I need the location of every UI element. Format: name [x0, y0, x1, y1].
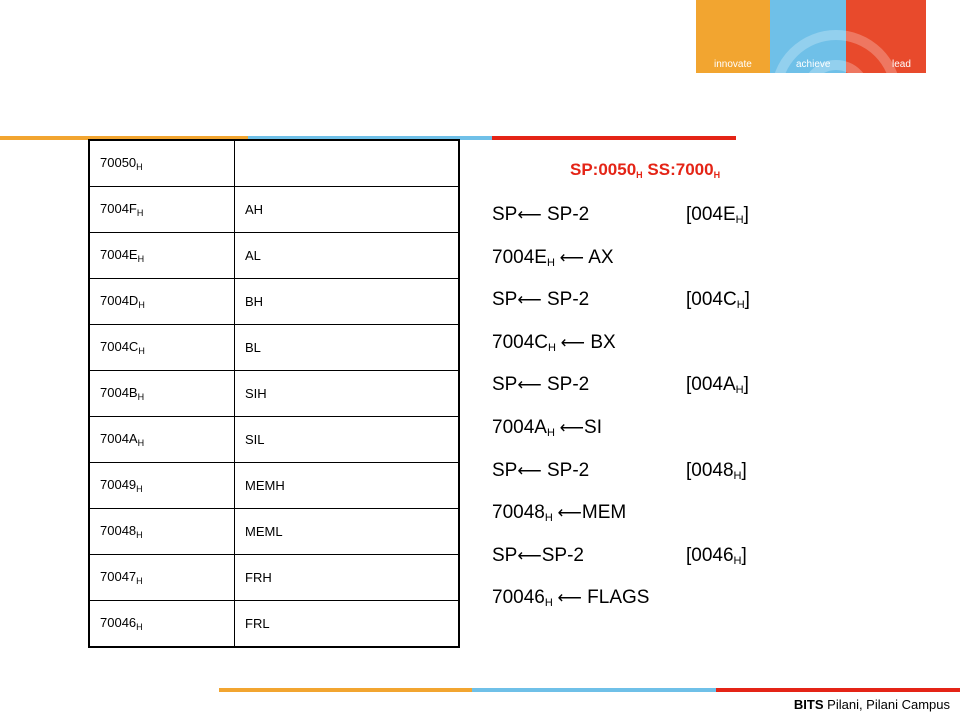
stack-content-cell: AL: [235, 233, 460, 279]
stack-address-cell: $70048_H$: [89, 509, 235, 555]
stack-content-cell: SIL: [235, 417, 460, 463]
footer-caption: [794, 697, 950, 712]
bits-logo: [696, 0, 926, 73]
logo-word-achieve: achieve: [796, 59, 831, 70]
stack-row: [89, 555, 459, 601]
step-operation: $7004C_H$ ⟵ BX: [492, 331, 616, 354]
stack-address-cell: $70049_H$: [89, 463, 235, 509]
sp-ss-header: $SP:0050_H$ $SS:7000_H$: [570, 160, 721, 180]
stack-content-cell: [235, 140, 460, 187]
step-operation: $7004A_H$ ⟵SI: [492, 416, 602, 439]
left-arrow-icon: ⟵: [517, 375, 542, 395]
left-arrow-icon: ⟵: [554, 417, 585, 437]
step-operation: SP⟵ SP-2: [492, 459, 590, 481]
stack-row: [89, 325, 459, 371]
step-sp-result: $[004A_H]$: [686, 374, 749, 397]
sp-value: SP:0050: [570, 160, 637, 179]
stack-row: [89, 279, 459, 325]
bottom-divider-red: [716, 688, 960, 692]
left-arrow-icon: ⟵: [554, 247, 585, 267]
step-sp-result: $[0046_H]$: [686, 544, 747, 567]
stack-row: [89, 509, 459, 555]
stack-row: [89, 371, 459, 417]
stack-address-cell: $7004C_H$: [89, 325, 235, 371]
step-operation: SP⟵ SP-2: [492, 289, 590, 311]
stack-address-cell: $7004E_H$: [89, 233, 235, 279]
stack-content-cell: MEMH: [235, 463, 460, 509]
step-operation: SP⟵ SP-2: [492, 204, 590, 225]
left-arrow-icon: ⟵: [517, 545, 542, 565]
stack-address-cell: $7004B_H$: [89, 371, 235, 417]
stack-content-cell: BL: [235, 325, 460, 371]
step-operation: $70048_H$ ⟵MEM: [492, 502, 627, 525]
left-arrow-icon: ⟵: [552, 588, 582, 608]
stack-address-cell: $70046_H$: [89, 601, 235, 648]
step-operation: $7004E_H$ ⟵ AX: [492, 246, 614, 269]
stack-row: [89, 601, 459, 648]
step-sp-result: $[004C_H]$: [686, 289, 750, 312]
stack-memory-table: [88, 139, 460, 648]
stack-row: [89, 463, 459, 509]
bottom-divider-orange: [219, 688, 472, 692]
stack-address-cell: $7004A_H$: [89, 417, 235, 463]
stack-row: [89, 233, 459, 279]
stack-row: [89, 417, 459, 463]
step-operation: SP⟵SP-2: [492, 544, 584, 566]
logo-word-innovate: innovate: [714, 59, 752, 70]
top-divider-red: [492, 136, 736, 140]
stack-content-cell: FRL: [235, 601, 460, 648]
stack-address-cell: $7004D_H$: [89, 279, 235, 325]
stack-content-cell: FRH: [235, 555, 460, 601]
stack-address-cell: $70047_H$: [89, 555, 235, 601]
stack-content-cell: BH: [235, 279, 460, 325]
left-arrow-icon: ⟵: [517, 205, 542, 224]
stack-content-cell: SIH: [235, 371, 460, 417]
stack-content-cell: MEML: [235, 509, 460, 555]
bottom-divider-blue: [472, 688, 716, 692]
step-operation: SP⟵ SP-2: [492, 374, 590, 396]
stack-address-cell: $70050_H$: [89, 140, 235, 187]
step-sp-result: $[004E_H]$: [686, 204, 749, 226]
step-operation: $70046_H$ ⟵ FLAGS: [492, 587, 650, 610]
stack-row: [89, 140, 459, 187]
stack-content-cell: AH: [235, 187, 460, 233]
step-sp-result: $[0048_H]$: [686, 459, 747, 482]
left-arrow-icon: ⟵: [555, 332, 586, 352]
left-arrow-icon: ⟵: [517, 290, 542, 310]
ss-value: SS:7000: [647, 160, 714, 179]
stack-row: [89, 187, 459, 233]
footer-campus: Pilani, Pilani Campus: [827, 697, 950, 712]
left-arrow-icon: ⟵: [517, 460, 542, 480]
logo-word-lead: lead: [892, 59, 911, 70]
stack-address-cell: $7004F_H$: [89, 187, 235, 233]
footer-brand: BITS: [793, 697, 824, 712]
left-arrow-icon: ⟵: [552, 503, 582, 523]
